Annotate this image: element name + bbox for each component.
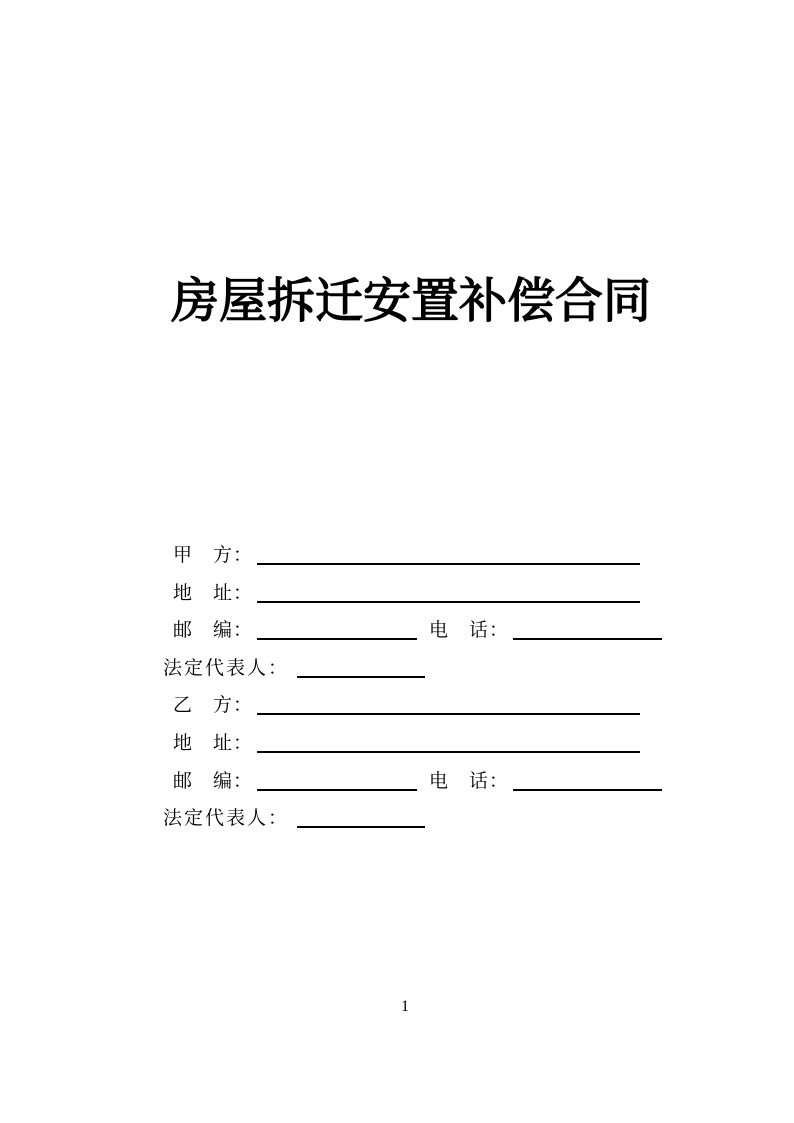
party-a-postcode-phone-row	[163, 612, 662, 650]
party-a-phone-label: 电 话：	[429, 620, 510, 642]
party-b-address-blank-line[interactable]	[257, 735, 640, 753]
party-b-legal-rep-row	[163, 800, 662, 838]
party-b-postcode-blank-line[interactable]	[257, 772, 417, 790]
party-b-label: 乙 方：	[173, 695, 254, 717]
party-b-row	[163, 687, 662, 725]
party-a-postcode-label: 邮 编：	[173, 620, 254, 642]
party-b-blank-line[interactable]	[257, 697, 640, 715]
party-a-address-blank-line[interactable]	[257, 584, 640, 602]
party-b-phone-blank-line[interactable]	[513, 772, 662, 790]
party-a-legal-rep-label: 法定代表人：	[163, 657, 290, 679]
page-number: 1	[401, 998, 409, 1015]
party-a-postcode-blank-line[interactable]	[257, 622, 417, 640]
party-a-row	[163, 537, 662, 575]
parties-form	[163, 537, 662, 838]
party-b-address-label: 地 址：	[173, 732, 254, 754]
party-b-legal-rep-label: 法定代表人：	[163, 808, 290, 830]
party-a-blank-line[interactable]	[257, 547, 640, 565]
party-a-phone-blank-line[interactable]	[513, 622, 662, 640]
party-a-legal-rep-row	[163, 650, 662, 688]
party-a-address-label: 地 址：	[173, 582, 254, 604]
party-a-address-row	[163, 575, 662, 613]
party-b-phone-label: 电 话：	[429, 770, 510, 792]
party-b-legal-rep-blank-line[interactable]	[297, 810, 425, 828]
party-b-postcode-phone-row	[163, 763, 662, 801]
party-a-label: 甲 方：	[173, 545, 254, 566]
party-b-address-row	[163, 725, 662, 763]
party-a-legal-rep-blank-line[interactable]	[297, 660, 425, 678]
contract-title: 房屋拆迁安置补偿合同	[170, 275, 651, 328]
party-b-postcode-label: 邮 编：	[173, 770, 254, 792]
